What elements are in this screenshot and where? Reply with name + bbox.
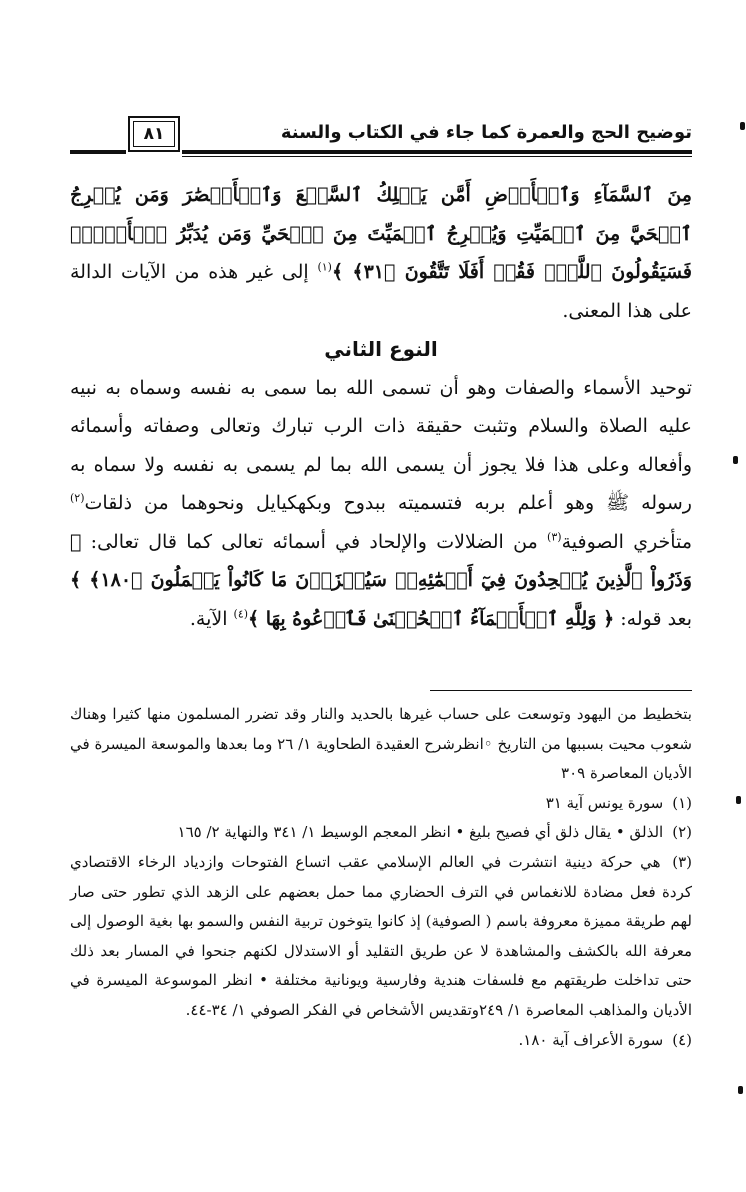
footnote-ref-4: (٤) <box>233 607 249 621</box>
body-text-2a: توحيد الأسماء والصفات وهو أن تسمى الله بما سمى به نفسه وسماه به نبيه عليه الصلاة والسلام وتثبت حقيقة ذات الرب تبارك وتعالى وصفاته وأسمائه وأفعاله وعلى هذا فلا يجوز أن يسمى الله بما لم يسمى به نفسه ولا سماه به رسوله ﷺ وهو أعلم بربه فتسميته ببدوح وبكهكيايل ونحوهما من ذلقات <box>70 376 692 514</box>
header-rule-thin <box>182 156 692 157</box>
footnote-text: الذلق • يقال ذلق أي فصيح بليغ • انظر المعجم الوسيط ١/ ٣٤١ والنهاية ٢/ ١٦٥ <box>177 823 664 842</box>
scan-mark <box>736 796 741 804</box>
footnote-continuation: بتخطيط من اليهود وتوسعت على حساب غيرها بالحديد والنار وقد تضرر المسلمون منها كثيرا وهناك شعوب محيت بسببها من التاريخ ◦انظرشرح العقيدة الطحاوية ١/ ٢٦ وما بعدها والموسعة الميسرة في الأديان المعاصرة ٣٠٩ <box>70 705 692 783</box>
footnote-4 <box>70 1026 692 1056</box>
footnote-3 <box>70 848 692 1026</box>
footnote-ref-1: (١) <box>317 260 332 274</box>
running-title: توضيح الحج والعمرة كما جاء في الكتاب والسنة <box>280 122 692 143</box>
footnote-1 <box>70 789 692 819</box>
footnote-text: سورة الأعراف آية ١٨٠. <box>518 1030 664 1049</box>
footnote-2 <box>70 818 692 848</box>
body-text-2c: من الضلالات والإلحاد في أسمائه تعالى كما قال تعالى: <box>81 530 548 553</box>
quran-verse-3: ﴿ وَذَرُواْ ٱلَّذِينَ يُلۡحِدُونَ فِيٓ أَسۡمَٰٓئِهِۦۚ سَيُجۡزَوۡنَ مَا كَانُواْ يَعۡمَلُونَ ﴿١٨٠﴾ ﴾ <box>70 530 692 591</box>
header-rule-right <box>182 150 692 154</box>
footnotes <box>70 700 692 1055</box>
quran-verse-2: ٱلۡحَيِّ وَمَن يُدَبِّرُ ٱلۡأَمۡرَۚ فَسَيَقُولُونَ ٱللَّهُۚ فَقُلۡ أَفَلَا تَتَّقُونَ ﴿٣١﴾ ﴾ <box>70 222 692 283</box>
quran-verse-1: مِنَ ٱلسَّمَآءِ وَٱلۡأَرۡضِ أَمَّن يَمۡلِكُ ٱلسَّمۡعَ وَٱلۡأَبۡصَٰرَ وَمَن يُخۡرِجُ ٱلۡحَيَّ مِنَ ٱلۡمَيِّتِ وَيُخۡرِجُ ٱلۡمَيِّتَ مِنَ <box>70 184 692 245</box>
footnote-number: (٣) <box>672 852 692 871</box>
body-paragraph <box>70 369 692 639</box>
footnote-separator <box>430 690 692 691</box>
footnote-text: سورة يونس آية ٣١ <box>545 793 664 812</box>
quran-verse-4: ﴿ وَلِلَّهِ ٱلۡأَسۡمَآءُ ٱلۡحُسۡنَىٰ فَٱدۡعُوهُ بِهَا ﴾ <box>248 607 615 630</box>
body-text-2d: بعد قوله: <box>614 607 692 630</box>
body-text-2e: الآية. <box>189 607 234 630</box>
page-number: ٨١ <box>143 124 165 144</box>
quran-verse-line <box>70 176 692 330</box>
footnote-number: (٢) <box>672 823 692 842</box>
footnote-text: هي حركة دينية انتشرت في العالم الإسلامي عقب اتساع الفتوحات وازدياد الرخاء الاقتصادي كردة فعل مضادة للانغماس في الترف الحضاري مما حمل بعضهم على الزهد الذي تطور حتى صار لهم طريقة مميزة معروفة باسم ( الصوفية) إذ كانوا يتوخون تربية النفس والسمو بها بغية الوصول إلى معرفة الله بالكشف والمشاهدة لا عن طريق التقليد أو الاستدلال لكنهم جنحوا في المسار بعد ذلك حتى تداخلت طريقتهم مع فلسفات هندية وفارسية ويونانية مختلفة • انظر الموسوعة الميسرة في الأديان والمذاهب المعاصرة ١/ ٢٤٩وتقديس الأشخاص في الفكر الصوفي ١/ ٣٤-٤٤. <box>70 852 692 1019</box>
scan-mark <box>738 1086 743 1094</box>
body-text-1: إلى غير هذه من الآيات الدالة على هذا المعنى. <box>70 261 692 322</box>
footnote-number: (١) <box>672 793 692 812</box>
scan-mark <box>733 456 738 464</box>
page-number-box <box>128 116 180 152</box>
footnote-ref-3: (٣) <box>547 530 562 544</box>
footnote-ref-2: (٢) <box>70 491 85 505</box>
page-header <box>70 112 692 164</box>
main-text <box>70 176 692 638</box>
scan-mark <box>740 122 745 130</box>
body-text-2b: متأخري الصوفية <box>561 530 693 553</box>
footnote-number: (٤) <box>672 1030 692 1049</box>
header-rule-left <box>70 150 126 154</box>
section-heading: النوع الثاني <box>324 337 438 361</box>
